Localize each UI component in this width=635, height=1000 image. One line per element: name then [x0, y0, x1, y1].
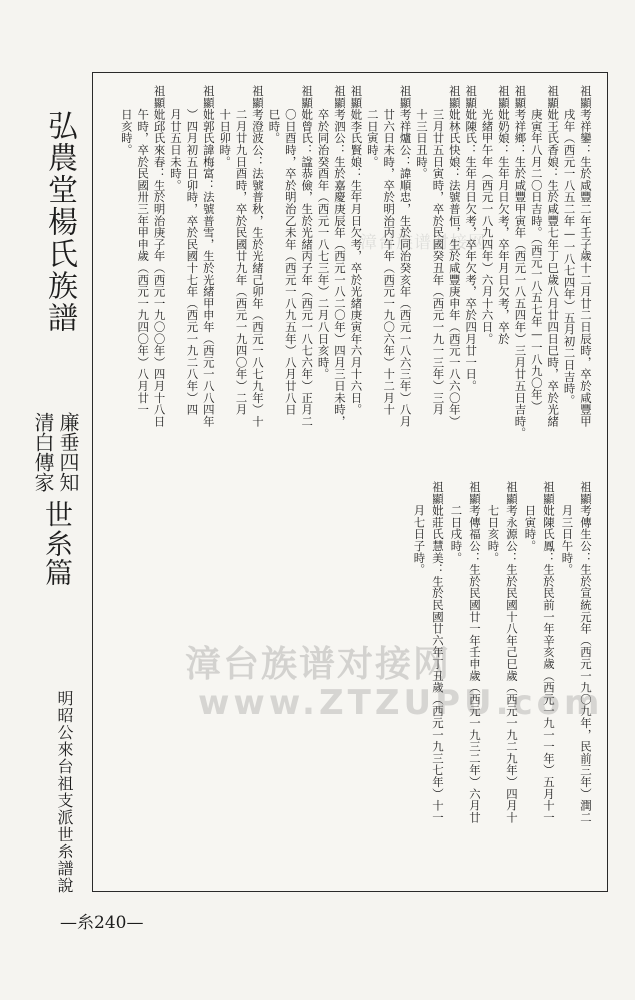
text-column: 祖顯妣曾氏：諡恭儉，生於光緒丙子年（西元一八七六年）正月二 — [300, 85, 315, 428]
text-column: 七日亥時。 — [486, 481, 501, 564]
text-column: 廿六日未時，卒於明治丙午年（西元一九〇六年）十二月十 — [382, 85, 397, 416]
text-column: 祖顯考傳生公：生於宣統元年（西元一九〇九年，民前三年）潤二 — [579, 481, 593, 824]
text-column: 〇日酉時，卒於明治乙未年（西元一八九五年）八月廿八日 — [283, 85, 298, 416]
text-column: 祖顯妣陳氏：生年月日欠考，卒年欠考，卒於四月廿一日。 — [464, 85, 479, 392]
text-column: 十三日丑時。 — [415, 85, 429, 180]
text-column: 二日寅時。 — [365, 85, 380, 168]
text-column: 祖顯妣林氏快娘：法號普恒，生於咸豐庚申年（西元一八六〇年） — [447, 85, 462, 428]
text-column: 日亥時。 — [119, 85, 134, 156]
text-column: 光緒甲午年（西元一八九四年）六月十六日。 — [480, 85, 495, 345]
text-column: 日寅時。 — [523, 481, 538, 552]
text-column: 午時，卒於民國卅三年甲申歲（西元一九四〇年）八月廿一 — [136, 85, 151, 416]
motto-right: 廉垂四知 — [56, 412, 80, 492]
text-column: 祖顯考澄波公：法號普秋，生於光緒己卯年（西元一八七九年）十 — [251, 85, 265, 428]
text-column: 祖顯考傳福公：生於民國廿一年壬申歲（西元一九三二年）六月廿 — [468, 481, 482, 824]
text-column: 祖顯妣郭氏諱梅富：法號普雪，生於光緒甲申年（西元一八八四年 — [201, 85, 216, 428]
text-column: 戌年（西元一八五二年—一八七四年）五月初二日吉時。 — [562, 85, 577, 407]
text-column: 三月廿五日寅時，卒於民國癸丑年（西元一九一三年）三月 — [431, 85, 446, 416]
motto-left: 清白傳家 — [31, 412, 55, 492]
text-column: 祖顯考永源公：生於民國十八年己巳歲（西元一九二九年）四月十 — [505, 481, 519, 824]
text-column: 月七日子時。 — [412, 481, 427, 576]
text-column: 祖顯妣王氏香娘：生於咸豐七年丁巳歲八月廿四日巳時，卒於光緒 — [546, 85, 561, 428]
text-column: 巳時。 — [267, 85, 282, 144]
text-column: ）四月初五日卯時，卒於民國十七年（西元一九二八年）四 — [185, 85, 200, 416]
book-title: 弘農堂楊氏族譜 — [42, 110, 77, 334]
text-column: 祖顯妣陳氏鳳：生於民前一年辛亥歲（西元一九一一年）五月十一 — [542, 481, 556, 824]
text-column: 月廿五日未時。 — [169, 85, 183, 192]
text-column: 祖顯妣莊氏慧美：生於民國廿六年丁丑歲（西元一九三七年）十一 — [431, 481, 445, 824]
text-column: 月三日午時。 — [560, 481, 575, 576]
text-column: 祖顯妣奶娘：生年月日欠考，卒年月日欠考，卒於 — [497, 85, 511, 345]
watermark-text: 漳台族谱对接网 — [185, 644, 452, 685]
text-column: 祖顯妣邱氏來春：生於明治庚子年（西元一九〇〇年）四月十八日 — [152, 85, 167, 428]
watermark-faint: 漳台族谱对接网 — [360, 233, 486, 253]
text-column: 庚寅年八月二〇日吉時。（西元一八五七年—一八九〇年） — [529, 85, 544, 413]
text-column: 祖顯考祥鑾：生於咸豐二年壬子歲十二月廿二日辰時，卒於咸豐甲 — [579, 85, 593, 428]
text-column: 二月廿九日酉時，卒於民國廿九年（西元一九四〇年）二月 — [234, 85, 249, 416]
text-column: 祖顯考祥爐公：諱順忠，生於同治癸亥年（西元一八六三年）八月 — [398, 85, 413, 428]
watermark-url: www.ZTZUPU.com — [198, 683, 604, 723]
page-number: —糸240— — [60, 913, 144, 933]
text-column: 卒於同治癸酉年（西元一八七三年）二月八日亥時。 — [316, 85, 331, 380]
text-column: 祖顯考祥鄉：生於咸豐甲寅年（西元一八五四年）三月廿五日吉時。 — [513, 85, 528, 439]
text-frame — [92, 72, 608, 892]
text-column: 祖顯考泗公：生於嘉慶庚辰年（西元一八二〇年）四月三日未時， — [333, 85, 347, 428]
branch-title: 明昭公來台祖支派世糸譜說 — [55, 690, 74, 894]
section-title: 世糸篇 — [41, 500, 74, 587]
text-column: 祖顯妣李氏賢娘：生年月日欠考，卒於光緒庚寅年六月十六日。 — [349, 85, 364, 416]
text-column: 二日戌時。 — [449, 481, 464, 564]
text-column: 十日卯時。 — [218, 85, 233, 168]
